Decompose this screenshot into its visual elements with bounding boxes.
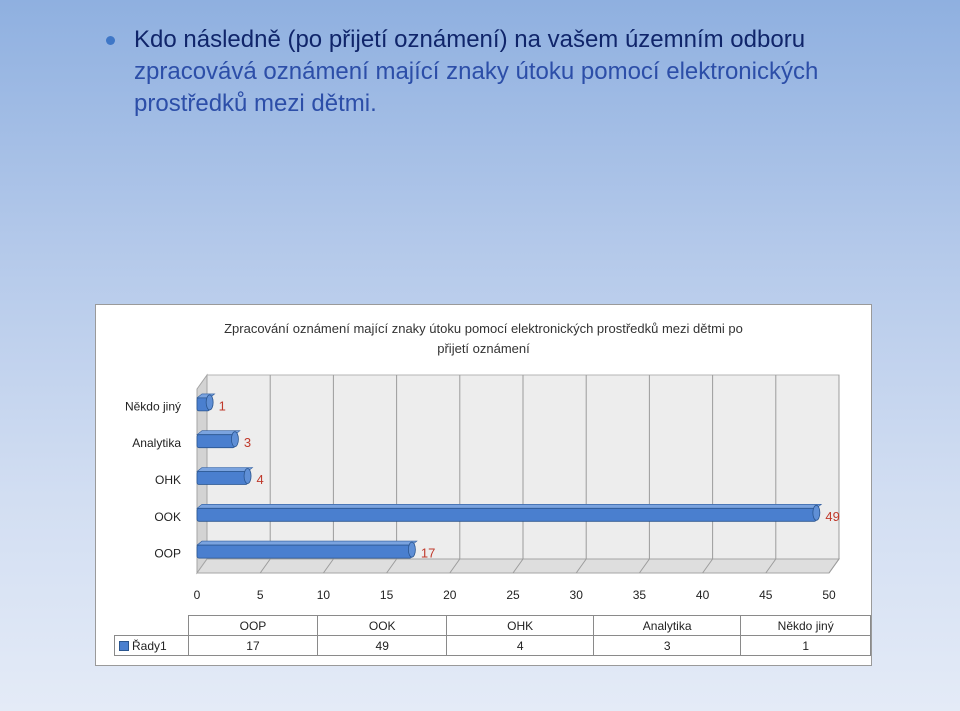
data-table-category-header: OOP: [188, 616, 317, 636]
category-label: OOP: [154, 546, 181, 561]
bar-top: [197, 504, 821, 508]
data-table-series-row: [115, 636, 871, 656]
data-table-cell: 1: [741, 636, 871, 656]
data-table: [114, 615, 871, 656]
category-label: Někdo jiný: [124, 399, 181, 414]
category-label: Analytika: [132, 436, 181, 451]
x-tick-label: 15: [379, 588, 394, 602]
bar: [197, 435, 235, 448]
data-table-corner: [115, 616, 189, 636]
data-label: 3: [243, 435, 252, 451]
data-table-cell: 49: [318, 636, 447, 656]
data-table-category-header: Někdo jiný: [741, 616, 871, 636]
data-table-series-label: Řady1: [115, 636, 189, 656]
heading-line-1: Kdo následně (po přijetí oznámení) na vašem územním odboru: [134, 26, 806, 53]
data-table-category-header: OOK: [318, 616, 447, 636]
x-tick-label: 50: [822, 588, 836, 602]
data-table-cell: 17: [188, 636, 317, 656]
data-label: 49: [825, 508, 840, 524]
legend-key-icon: [119, 641, 129, 651]
x-tick-label: 25: [506, 588, 520, 602]
x-tick-label: 20: [443, 588, 457, 602]
x-tick-label: 45: [759, 588, 773, 602]
bar-top: [197, 468, 253, 472]
category-label: OOK: [154, 509, 181, 524]
data-label: 1: [218, 398, 226, 414]
bar-end: [244, 469, 251, 484]
bullet-icon: [106, 36, 115, 45]
bar-end: [206, 395, 213, 410]
bar: [197, 472, 248, 485]
category-label: OHK: [154, 473, 181, 487]
heading-line-3: prostředků mezi dětmi.: [134, 90, 377, 117]
chart-frame: [95, 304, 872, 666]
x-tick-label: 35: [632, 588, 647, 602]
slide-heading: [134, 24, 924, 120]
bar-top: [197, 541, 417, 545]
bar-end: [408, 542, 415, 557]
data-table-category-header: OHK: [447, 616, 594, 636]
x-tick-label: 10: [316, 588, 331, 602]
bar-chart-plot: [96, 305, 873, 615]
bar-end: [813, 505, 820, 520]
data-table-cell: 4: [447, 636, 594, 656]
bar-end: [231, 432, 238, 447]
data-table-category-header: Analytika: [593, 616, 740, 636]
heading-line-2: zpracovává oznámení mající znaky útoku pomocí elektronických: [134, 58, 819, 85]
bar: [197, 545, 412, 558]
data-table-header-row: [115, 616, 871, 636]
chart-title-line-2: přijetí oznámení: [437, 341, 530, 356]
bar: [197, 508, 816, 521]
x-tick-label: 0: [193, 588, 201, 602]
data-label: 4: [256, 472, 264, 487]
data-label: 17: [420, 545, 436, 561]
chart-title-line-1: Zpracování oznámení mající znaky útoku pomocí elektronických prostředků mezi dětmi po: [224, 321, 743, 336]
x-tick-label: 5: [256, 588, 264, 602]
data-table-cell: 3: [593, 636, 740, 656]
x-tick-label: 30: [569, 588, 583, 602]
x-tick-label: 40: [695, 588, 710, 602]
